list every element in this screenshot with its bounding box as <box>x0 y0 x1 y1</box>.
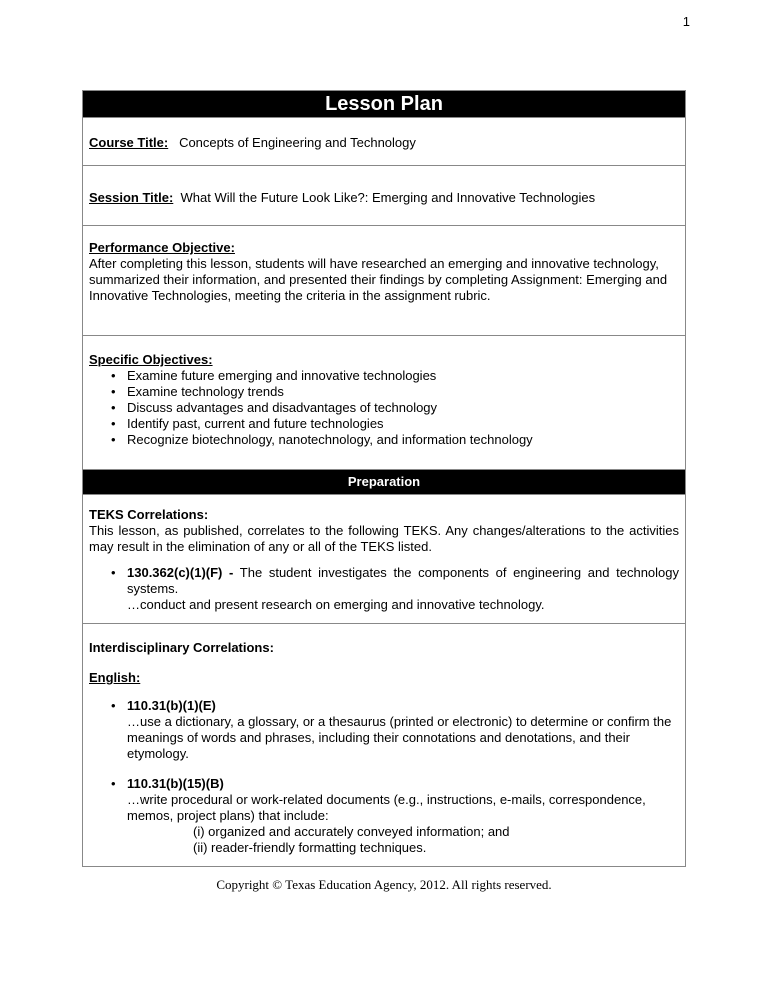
specific-objectives-row <box>83 336 685 470</box>
list-item <box>111 776 679 856</box>
standard-code: 110.31(b)(15)(B) <box>127 776 224 791</box>
teks-label: TEKS Correlations: <box>89 507 209 522</box>
teks-item-sub: …conduct and present research on emerging and innovative technology. <box>127 597 545 612</box>
performance-objective-text: After completing this lesson, students will have researched an emerging and innovative technology, summarized their information, and presented their findings by completing Assignment: Emerging and Innovative Technologies, meeting the criteria in the assignment rubric. <box>89 256 668 303</box>
performance-objective-row <box>83 226 685 336</box>
standard-code: 110.31(b)(1)(E) <box>127 698 216 713</box>
course-title-row <box>83 118 685 166</box>
list-item: • Examine future emerging and innovative technologies <box>111 368 679 384</box>
list-item: • Discuss advantages and disadvantages of technology <box>111 400 679 416</box>
standard-text: …write procedural or work-related documents (e.g., instructions, e-mails, correspondence, memos, project plans) that include: <box>127 792 646 823</box>
teks-code: 130.362(c)(1)(F) - <box>127 565 234 580</box>
copyright-footer: Copyright © Texas Education Agency, 2012. All rights reserved. <box>216 877 552 892</box>
standard-sub-item: (ii) reader-friendly formatting techniques. <box>193 840 427 855</box>
teks-item-text: The student investigates the components of engineering and technology systems. <box>127 565 679 596</box>
preparation-header: Preparation <box>83 470 685 495</box>
teks-list <box>89 565 679 613</box>
english-label: English: <box>89 670 141 685</box>
list-item: • Identify past, current and future technologies <box>111 416 679 432</box>
interdisciplinary-label: Interdisciplinary Correlations: <box>89 640 274 655</box>
page-number: 1 <box>682 14 690 29</box>
list-item <box>111 698 679 762</box>
session-title-value: What Will the Future Look Like?: Emerging and Innovative Technologies <box>180 190 596 205</box>
course-title-value: Concepts of Engineering and Technology <box>179 135 416 150</box>
session-title-label: Session Title: <box>89 190 174 205</box>
lesson-plan-table <box>82 90 686 867</box>
list-item: • Examine technology trends <box>111 384 679 400</box>
standard-sub-item: (i) organized and accurately conveyed information; and <box>193 824 510 839</box>
specific-objectives-label: Specific Objectives: <box>89 352 213 367</box>
specific-objectives-list <box>89 368 679 448</box>
english-list <box>89 698 679 856</box>
lesson-plan-title: Lesson Plan <box>83 91 685 118</box>
teks-row <box>83 495 685 624</box>
performance-objective-label: Performance Objective: <box>89 240 235 255</box>
course-title-label: Course Title: <box>89 135 169 150</box>
standard-text: …use a dictionary, a glossary, or a thesaurus (printed or electronic) to determine or confirm the meanings of words and phrases, including their connotations and denotations, and their etymology. <box>127 714 672 761</box>
list-item <box>111 565 679 613</box>
session-title-row <box>83 166 685 226</box>
interdisciplinary-row <box>83 624 685 866</box>
teks-text: This lesson, as published, correlates to the following TEKS. Any changes/alterations to the activities may result in the elimination of any or all of the TEKS listed. <box>89 523 679 554</box>
list-item: • Recognize biotechnology, nanotechnology, and information technology <box>111 432 679 448</box>
